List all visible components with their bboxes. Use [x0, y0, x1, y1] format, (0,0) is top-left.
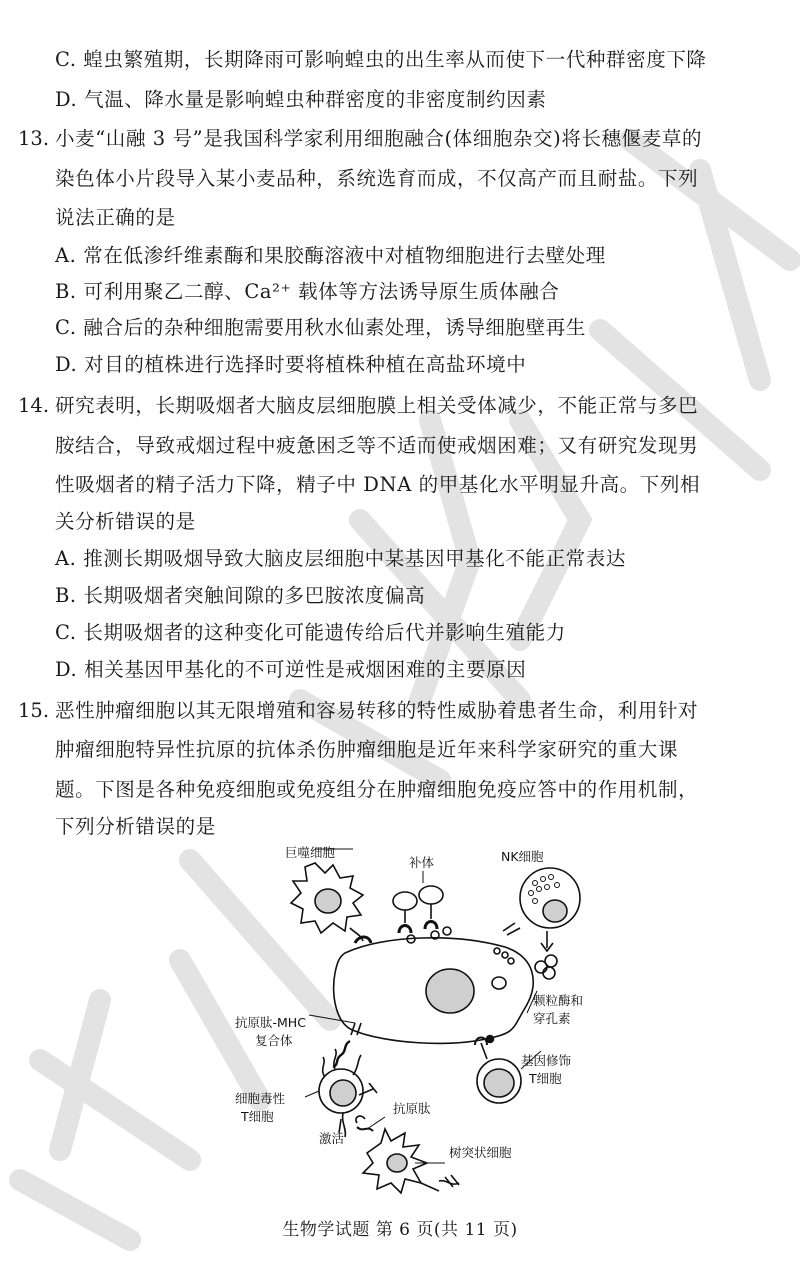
q14-number: 14. — [18, 394, 50, 417]
nk-nucleus — [543, 900, 567, 922]
macrophage-nucleus — [315, 889, 341, 913]
label-modified-t-line1: 基因修饰 — [521, 1053, 572, 1068]
q13-option-a: A. 常在低渗纤维素酶和果胶酶溶液中对植物细胞进行去壁处理 — [55, 244, 606, 267]
label-granzyme-line2: 穿孔素 — [533, 1011, 571, 1026]
q13-stem-line-2: 染色体小片段导入某小麦品种，系统选育而成，不仅高产而且耐盐。下列 — [55, 167, 699, 190]
q14-stem-line-4: 关分析错误的是 — [55, 510, 196, 533]
q14-option-d: D. 相关基因甲基化的不可逆性是戒烟困难的主要原因 — [55, 658, 527, 681]
label-complement: 补体 — [409, 855, 435, 870]
q12-option-c: C. 蝗虫繁殖期，长期降雨可影响蝗虫的出生率从而使下一代种群密度下降 — [55, 48, 707, 71]
q12-option-d: D. 气温、降水量是影响蝗虫种群密度的非密度制约因素 — [55, 88, 547, 111]
q13-stem-line-1: 小麦“山融 3 号”是我国科学家利用细胞融合(体细胞杂交)将长穗偃麦草的 — [55, 127, 703, 150]
label-cytotoxic-t-line1: 细胞毒性 — [235, 1091, 286, 1106]
label-activation: 激活 — [319, 1131, 345, 1146]
label-antigen-mhc-line2: 复合体 — [255, 1033, 293, 1048]
label-antigen-peptide: 抗原肽 — [393, 1101, 431, 1116]
q14-option-a: A. 推测长期吸烟导致大脑皮层细胞中某基因甲基化不能正常表达 — [55, 547, 626, 570]
immune-response-diagram — [235, 843, 584, 1199]
q13-option-d: D. 对目的植株进行选择时要将植株种植在高盐环境中 — [55, 353, 527, 376]
q14-option-b: B. 长期吸烟者突触间隙的多巴胺浓度偏高 — [55, 584, 426, 607]
q15-stem-line-2: 肿瘤细胞特异性抗原的抗体杀伤肿瘤细胞是近年来科学家研究的重大课 — [55, 738, 679, 761]
q14-stem-line-3: 性吸烟者的精子活力下降，精子中 DNA 的甲基化水平明显升高。下列相 — [55, 473, 701, 496]
q15-stem-line-4: 下列分析错误的是 — [55, 815, 216, 838]
label-dendritic: 树突状细胞 — [449, 1145, 512, 1160]
q13-number: 13. — [18, 127, 50, 150]
label-nk-cell: NK细胞 — [501, 849, 544, 864]
tumor-vesicle — [492, 977, 506, 989]
q15-stem-line-3: 题。下图是各种免疫细胞或免疫组分在肿瘤细胞免疫应答中的作用机制， — [55, 778, 699, 801]
complement-left — [393, 892, 417, 910]
q15-stem-line-1: 恶性肿瘤细胞以其无限增殖和容易转移的特性威胁着患者生命，利用针对 — [55, 699, 699, 722]
complement-right — [419, 886, 443, 904]
q13-option-c: C. 融合后的杂种细胞需要用秋水仙素处理，诱导细胞壁再生 — [55, 316, 586, 339]
q14-option-c: C. 长期吸烟者的这种变化可能遗传给后代并影响生殖能力 — [55, 621, 566, 644]
label-antigen-mhc-line1: 抗原肽-MHC — [235, 1015, 306, 1030]
tumor-nucleus — [426, 969, 474, 1013]
label-modified-t-line2: T细胞 — [529, 1071, 562, 1086]
q15-number: 15. — [18, 699, 50, 722]
q14-stem-line-2: 胺结合，导致戒烟过程中疲惫困乏等不适而使戒烟困难；又有研究发现男 — [55, 434, 699, 457]
label-granzyme-line1: 颗粒酶和 — [533, 993, 584, 1008]
label-macrophage: 巨噬细胞 — [285, 845, 336, 860]
q13-option-b: B. 可利用聚乙二醇、Ca²⁺ 载体等方法诱导原生质体融合 — [55, 280, 560, 303]
label-cytotoxic-t-line2: T细胞 — [241, 1109, 274, 1124]
q14-stem-line-1: 研究表明，长期吸烟者大脑皮层细胞膜上相关受体减少，不能正常与多巴 — [55, 394, 699, 417]
page-footer: 生物学试题 第 6 页(共 11 页) — [282, 1220, 518, 1240]
q13-stem-line-3: 说法正确的是 — [55, 206, 176, 229]
